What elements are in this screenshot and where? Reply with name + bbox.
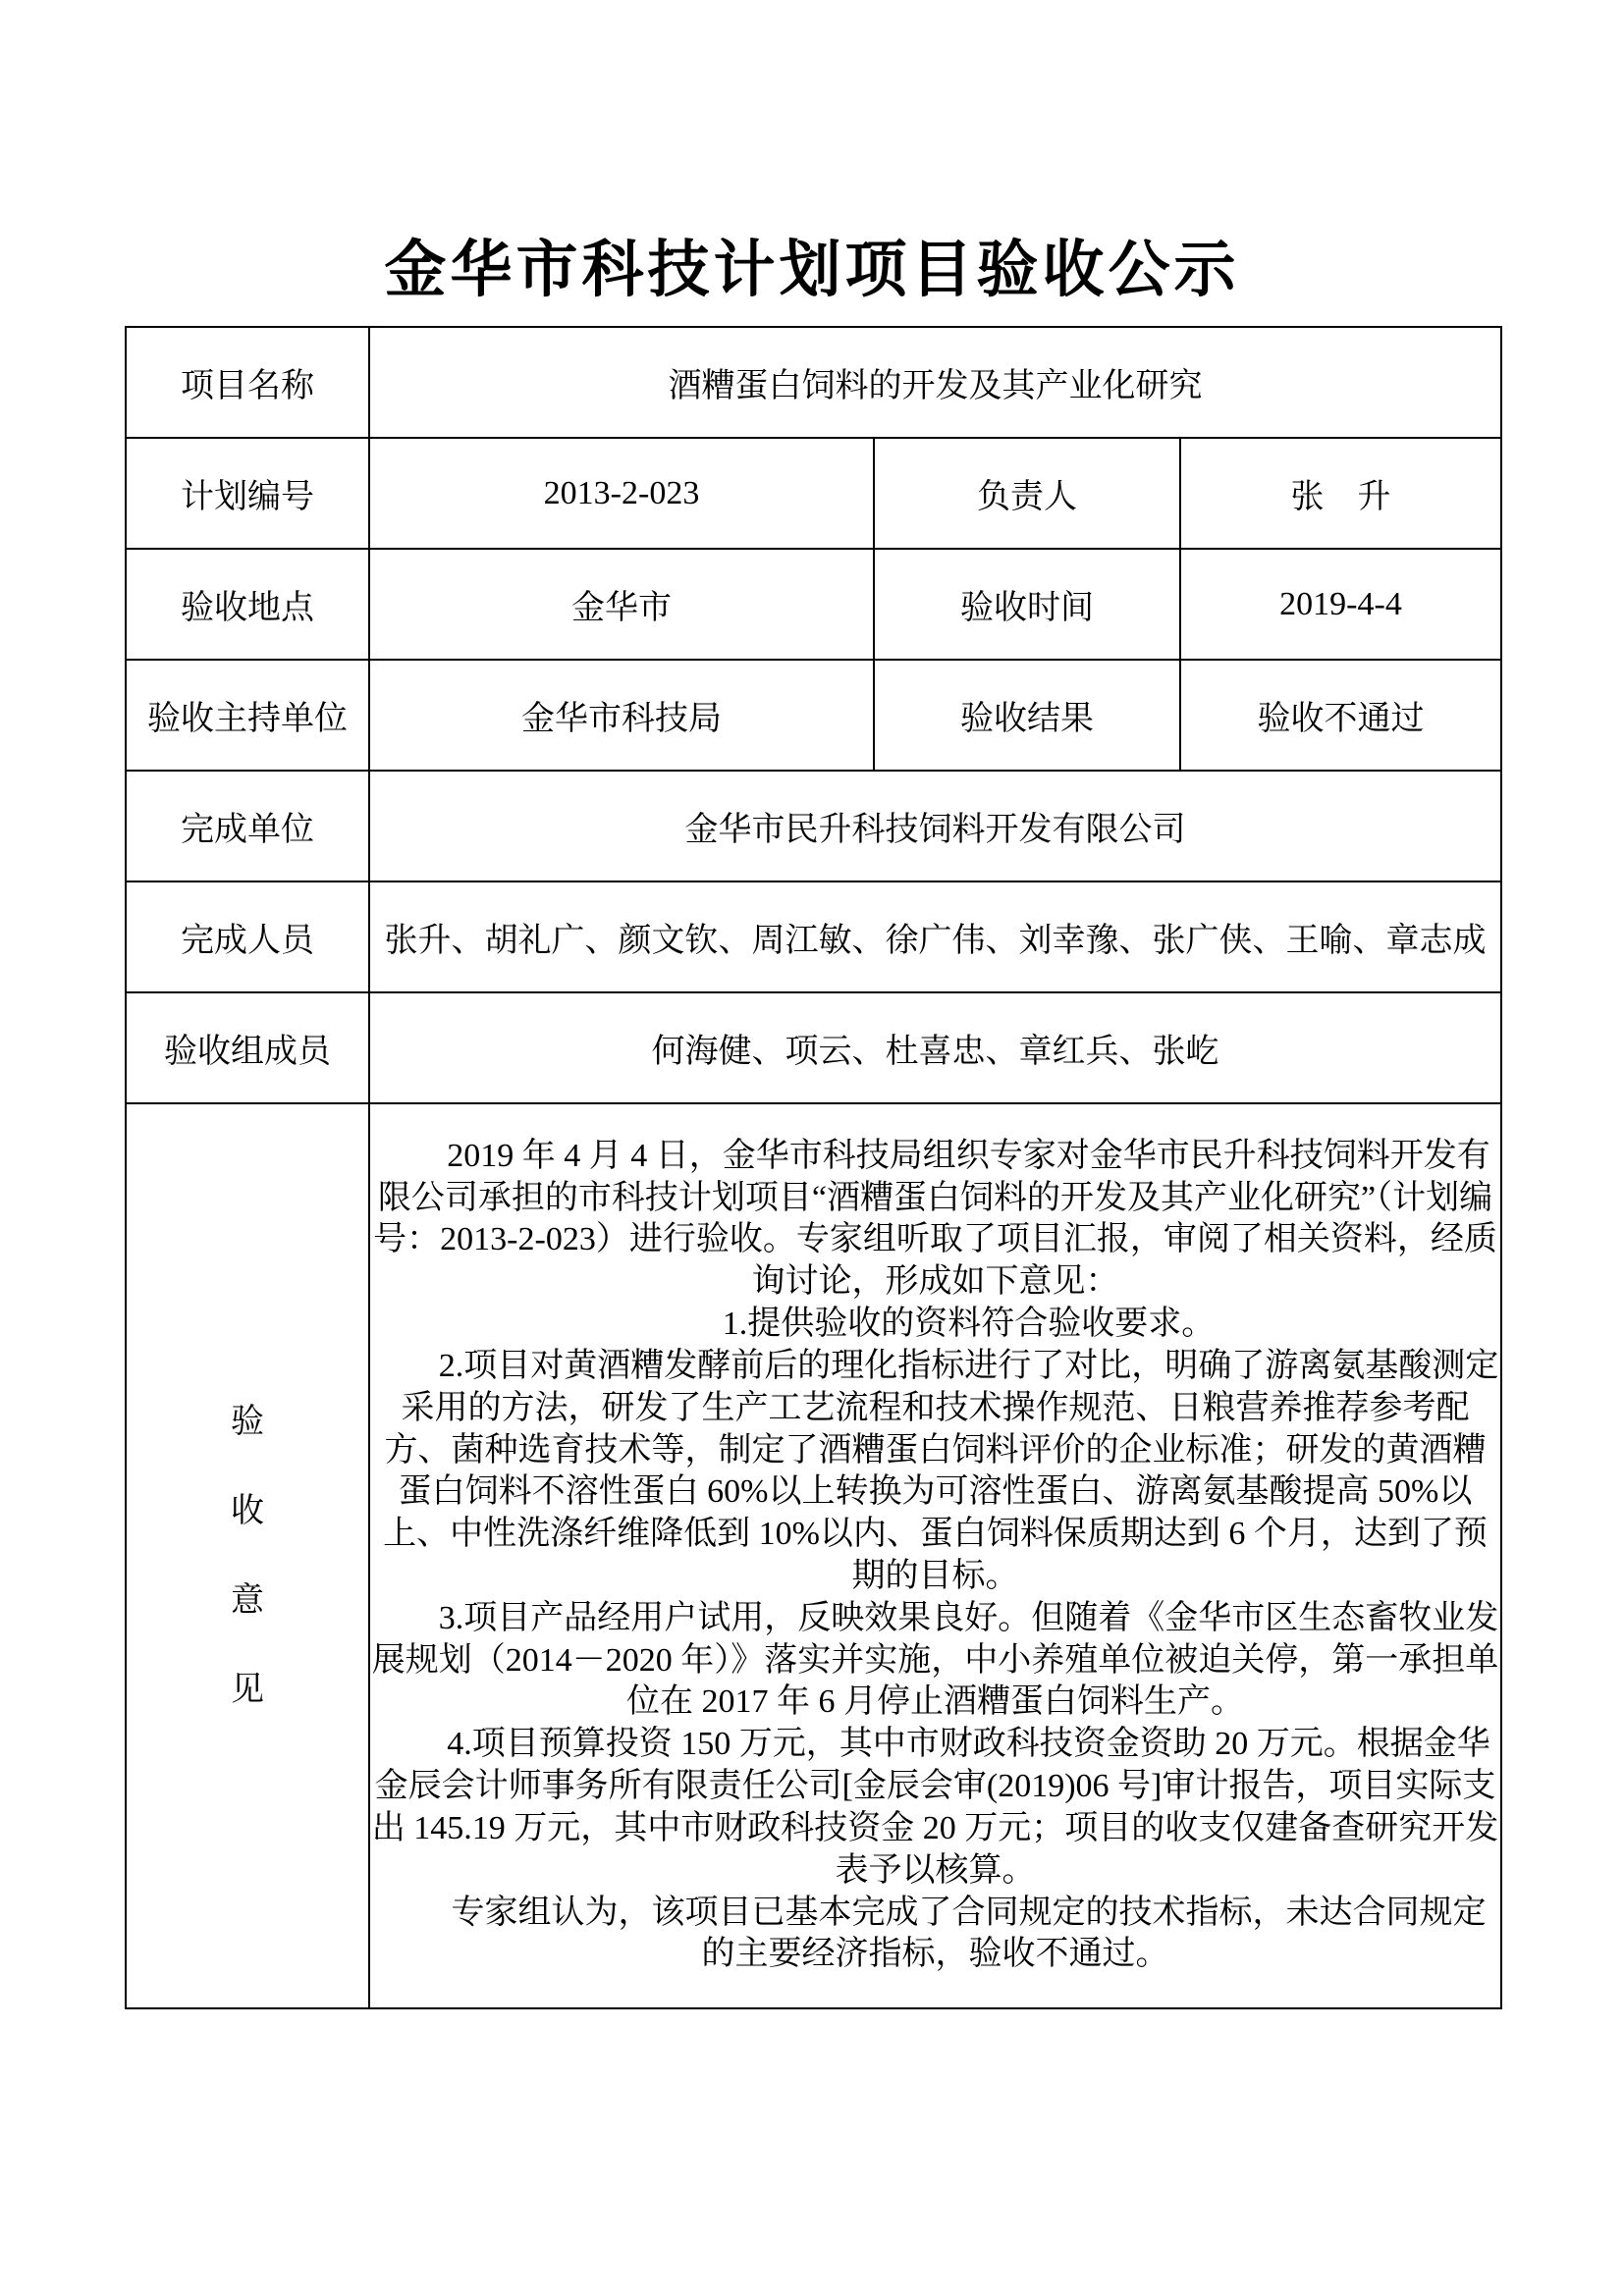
acceptance-result-label: 验收结果	[874, 660, 1180, 771]
acceptance-time-value: 2019-4-4	[1180, 549, 1501, 660]
opinion-label-char: 验	[231, 1403, 264, 1440]
opinion-paragraph: 专家组认为，该项目已基本完成了合同规定的技术指标，未达合同规定的主要经济指标，验收不通过。	[451, 1894, 1487, 1973]
project-name-value: 酒糟蛋白饲料的开发及其产业化研究	[369, 327, 1501, 438]
completion-unit-value: 金华市民升科技饲料开发有限公司	[369, 771, 1501, 881]
opinion-paragraph: 1.提供验收的资料符合验收要求。	[722, 1306, 1216, 1343]
plan-number-label: 计划编号	[126, 438, 369, 549]
completion-staff-value: 张升、胡礼广、颜文钦、周江敏、徐广伟、刘幸豫、张广侠、王喻、章志成	[369, 881, 1501, 992]
table-row	[126, 992, 1501, 1103]
host-unit-value: 金华市科技局	[369, 660, 874, 771]
opinion-label-vertical	[127, 1403, 368, 1708]
table-row	[126, 438, 1501, 549]
leader-value: 张 升	[1180, 438, 1501, 549]
completion-unit-label: 完成单位	[126, 771, 369, 881]
completion-staff-label: 完成人员	[126, 881, 369, 992]
opinion-text-block	[370, 1136, 1500, 1977]
opinion-label-char: 见	[231, 1671, 264, 1708]
table-row	[126, 327, 1501, 438]
plan-number-value: 2013-2-023	[369, 438, 874, 549]
page-title: 金华市科技计划项目验收公示	[384, 236, 1240, 304]
host-unit-label: 验收主持单位	[126, 660, 369, 771]
table-row	[126, 660, 1501, 771]
acceptance-table	[125, 326, 1502, 2009]
table-row	[126, 881, 1501, 992]
acceptance-group-value: 何海健、项云、杜喜忠、章红兵、张屹	[369, 992, 1501, 1103]
acceptance-result-value: 验收不通过	[1180, 660, 1501, 771]
table-row	[126, 549, 1501, 660]
opinion-paragraph: 3.项目产品经用户试用，反映效果良好。但随着《金华市区生态畜牧业发展规划（2014－2020 年）》落实并实施，中小养殖单位被迫关停，第一承担单位在 2017 年 6 月停止酒糟蛋白饲料生产。	[371, 1599, 1499, 1721]
opinion-paragraph: 2.项目对黄酒糟发酵前后的理化指标进行了对比，明确了游离氨基酸测定采用的方法，研发了生产工艺流程和技术操作规范、日粮营养推荐参考配方、菌种选育技术等，制定了酒糟蛋白饲料评价的企业标准；研发的黄酒糟蛋白饲料不溶性蛋白 60%以上转换为可溶性蛋白、游离氨基酸提高 50%以上、中性洗涤纤维降低到 10%以内、蛋白饲料保质期达到 6 个月，达到了预期的目标。	[383, 1347, 1499, 1594]
opinion-label-char: 收	[231, 1492, 264, 1529]
opinion-paragraph: 2019 年 4 月 4 日，金华市科技局组织专家对金华市民升科技饲料开发有限公司承担的市科技计划项目“酒糟蛋白饲料的开发及其产业化研究”（计划编号：2013-2-023）进行验收。专家组听取了项目汇报，审阅了相关资料，经质询讨论，形成如下意见：	[373, 1137, 1497, 1301]
leader-label: 负责人	[874, 438, 1180, 549]
opinion-content	[369, 1103, 1501, 2008]
acceptance-place-value: 金华市	[369, 549, 874, 660]
acceptance-place-label: 验收地点	[126, 549, 369, 660]
table-row-opinion	[126, 1103, 1501, 2008]
opinion-label	[126, 1103, 369, 2008]
project-name-label: 项目名称	[126, 327, 369, 438]
acceptance-time-label: 验收时间	[874, 549, 1180, 660]
opinion-paragraph: 4.项目预算投资 150 万元，其中市财政科技资金资助 20 万元。根据金华金辰会计师事务所有限责任公司[金辰会审(2019)06 号]审计报告，项目实际支出 145.19 万元，其中市财政科技资金 20 万元；项目的收支仅建备查研究开发表予以核算。	[371, 1726, 1499, 1889]
opinion-label-char: 意	[231, 1581, 264, 1619]
acceptance-group-label: 验收组成员	[126, 992, 369, 1103]
table-row	[126, 771, 1501, 881]
